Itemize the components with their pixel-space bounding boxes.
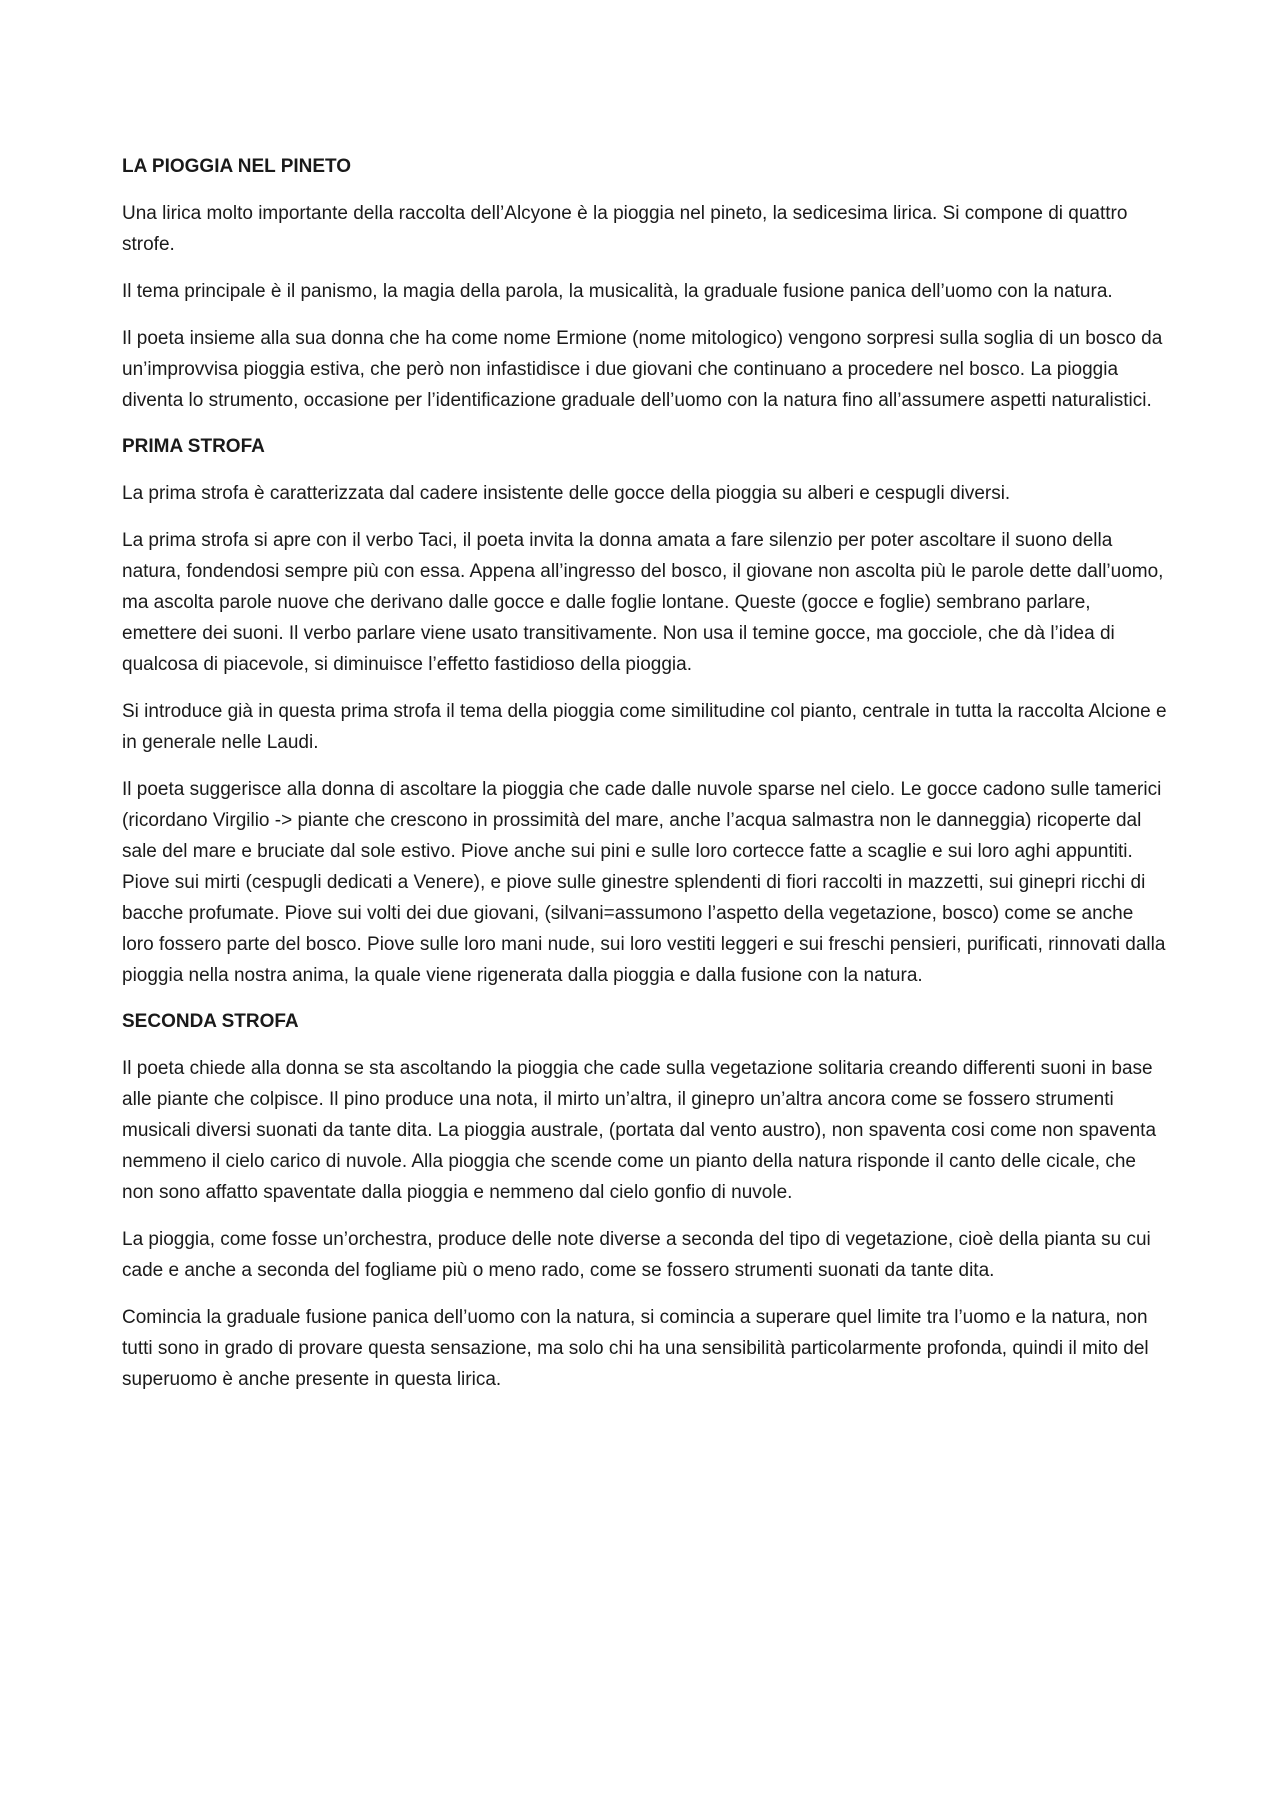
section-heading-seconda-strofa: SECONDA STROFA bbox=[122, 1011, 299, 1032]
section-paragraph: La pioggia, come fosse un’orchestra, produce delle note diverse a seconda del tipo di vegetazione, cioè della pianta su cui cade e anche a seconda del fogliame più o meno rado, come se fossero strumenti suonati da tante dita. bbox=[122, 1229, 1151, 1281]
section-heading-prima-strofa: PRIMA STROFA bbox=[122, 436, 265, 457]
section-paragraph: Il poeta suggerisce alla donna di ascoltare la pioggia che cade dalle nuvole sparse nel cielo. Le gocce cadono sulle tamerici (ricordano Virgilio -> piante che crescono in prossimità del mare, anche l’acqua salmastra non le danneggia) ricoperte dal sale del mare e bruciate dal sole estivo. Piove anche sui pini e sulle loro cortecce fatte a scaglie e sui loro aghi appuntiti. Piove sui mirti (cespugli dedicati a Venere), e piove sulle ginestre splendenti di fiori raccolti in mazzetti, sui ginepri ricchi di bacche profumate. Piove sui volti dei due giovani, (silvani=assumono l’aspetto della vegetazione, bosco) come se anche loro fossero parte del bosco. Piove sulle loro mani nude, sui loro vestiti leggeri e sui freschi pensieri, purificati, rinnovati dalla pioggia nella nostra anima, la quale viene rigenerata dalla pioggia e dalla fusione con la natura. bbox=[122, 779, 1166, 986]
section-paragraph: La prima strofa si apre con il verbo Taci, il poeta invita la donna amata a fare silenzio per poter ascoltare il suono della natura, fondendosi sempre più con essa. Appena all’ingresso del bosco, il giovane non ascolta più le parole dette dall’uomo, ma ascolta parole nuove che derivano dalle gocce e dalle foglie lontane. Queste (gocce e foglie) sembrano parlare, emettere dei suoni. Il verbo parlare viene usato transitivamente. Non usa il temine gocce, ma gocciole, che dà l’idea di qualcosa di piacevole, si diminuisce l’effetto fastidioso della pioggia. bbox=[122, 530, 1164, 675]
intro-paragraph: Una lirica molto importante della raccolta dell’Alcyone è la pioggia nel pineto, la sedicesima lirica. Si compone di quattro strofe. bbox=[122, 203, 1128, 255]
section-paragraph: La prima strofa è caratterizzata dal cadere insistente delle gocce della pioggia su alberi e cespugli diversi. bbox=[122, 483, 1011, 504]
intro-paragraph: Il poeta insieme alla sua donna che ha come nome Ermione (nome mitologico) vengono sorpresi sulla soglia di un bosco da un’improvvisa pioggia estiva, che però non infastidisce i due giovani che continuano a procedere nel bosco. La pioggia diventa lo strumento, occasione per l’identificazione graduale dell’uomo con la natura fino all’assumere aspetti naturalistici. bbox=[122, 328, 1163, 411]
section-paragraph: Comincia la graduale fusione panica dell’uomo con la natura, si comincia a superare quel limite tra l’uomo e la natura, non tutti sono in grado di provare questa sensazione, ma solo chi ha una sensibilità particolarmente profonda, quindi il mito del superuomo è anche presente in questa lirica. bbox=[122, 1307, 1149, 1390]
intro-paragraph: Il tema principale è il panismo, la magia della parola, la musicalità, la graduale fusione panica dell’uomo con la natura. bbox=[122, 281, 1113, 302]
document-title: LA PIOGGIA NEL PINETO bbox=[122, 156, 352, 177]
document-page bbox=[122, 152, 1170, 1411]
section-paragraph: Si introduce già in questa prima strofa il tema della pioggia come similitudine col pianto, centrale in tutta la raccolta Alcione e in generale nelle Laudi. bbox=[122, 701, 1167, 753]
section-paragraph: Il poeta chiede alla donna se sta ascoltando la pioggia che cade sulla vegetazione solitaria creando differenti suoni in base alle piante che colpisce. Il pino produce una nota, il mirto un’altra, il ginepro un’altra ancora come se fossero strumenti musicali diversi suonati da tante dita. La pioggia australe, (portata dal vento austro), non spaventa cosi come non spaventa nemmeno il cielo carico di nuvole. Alla pioggia che scende come un pianto della natura risponde il canto delle cicale, che non sono affatto spaventate dalla pioggia e nemmeno dal cielo gonfio di nuvole. bbox=[122, 1058, 1157, 1203]
